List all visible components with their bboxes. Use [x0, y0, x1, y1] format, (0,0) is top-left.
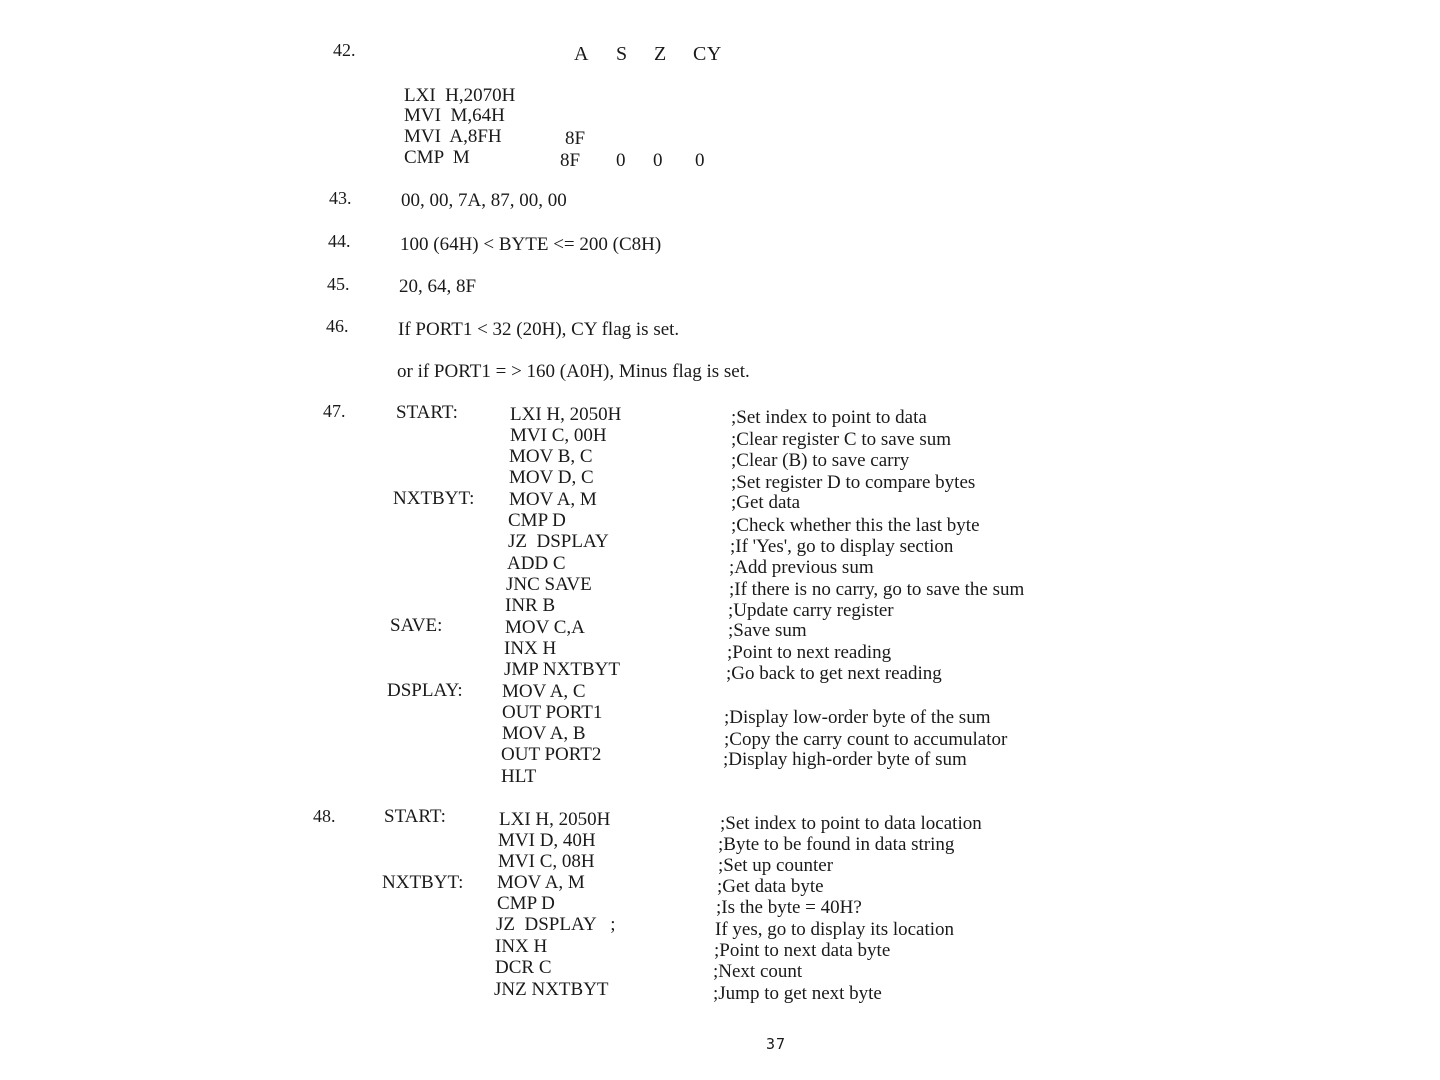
q42-flag-s: 0 [616, 150, 626, 171]
code-comment: If yes, go to display its location [715, 919, 955, 940]
code-instruction: MOV A, B [502, 723, 586, 744]
code-instruction: LXI H, 2050H [510, 404, 622, 425]
question-number: 48. [313, 806, 336, 826]
q42-accumulator: 8F [560, 150, 581, 171]
code-comment: ;Clear register C to save sum [731, 429, 952, 450]
code-comment: ;Display high-order byte of sum [723, 749, 967, 770]
code-instruction: JZ DSPLAY [508, 531, 609, 552]
code-comment: ;Add previous sum [729, 557, 874, 578]
code-instruction: MOV D, C [509, 467, 594, 488]
q46-answer-line1: If PORT1 < 32 (20H), CY flag is set. [398, 319, 680, 340]
code-comment: ;Next count [713, 961, 803, 982]
code-comment: ;If 'Yes', go to display section [730, 536, 954, 557]
page-number: 37 [766, 1035, 787, 1053]
question-number: 47. [323, 401, 346, 421]
code-comment: ;Get data byte [717, 876, 824, 897]
code-instruction: OUT PORT2 [501, 744, 602, 765]
code-instruction: JNZ NXTBYT [494, 979, 609, 1000]
code-instruction: INX H [504, 638, 557, 659]
q42-instruction: MVI A,8FH [404, 126, 502, 147]
code-instruction: JMP NXTBYT [504, 659, 620, 680]
flag-header-z: Z [654, 43, 667, 65]
code-comment: ;Jump to get next byte [713, 983, 882, 1004]
code-comment: ;Get data [731, 492, 801, 513]
code-instruction: DCR C [495, 957, 552, 978]
q43-answer: 00, 00, 7A, 87, 00, 00 [401, 190, 567, 211]
code-comment: ;Go back to get next reading [726, 663, 942, 684]
code-label: NXTBYT: [393, 488, 475, 509]
code-comment: ;Byte to be found in data string [718, 834, 955, 855]
code-comment: ;Set index to point to data location [720, 813, 982, 834]
flag-header-s: S [616, 43, 628, 65]
question-number: 45. [327, 274, 350, 294]
q42-instruction: LXI H,2070H [404, 85, 516, 106]
flag-header-a: A [574, 43, 589, 65]
code-instruction: MOV B, C [509, 446, 593, 467]
code-comment: ;Clear (B) to save carry [731, 450, 910, 471]
code-instruction: INR B [505, 595, 556, 616]
code-instruction: MOV C,A [505, 617, 585, 638]
flag-header-cy: CY [693, 43, 722, 65]
code-comment: ;Check whether this the last byte [731, 515, 980, 536]
code-instruction: MVI D, 40H [498, 830, 596, 851]
code-comment: ;If there is no carry, go to save the sum [729, 579, 1025, 600]
code-label: START: [384, 806, 446, 827]
code-instruction: JNC SAVE [506, 574, 592, 595]
q42-accumulator: 8F [565, 128, 586, 149]
code-comment: ;Set register D to compare bytes [731, 472, 976, 493]
question-number: 43. [329, 188, 352, 208]
code-instruction: CMP D [497, 893, 555, 914]
code-instruction: HLT [501, 766, 537, 787]
code-comment: ;Set up counter [718, 855, 834, 876]
code-instruction: JZ DSPLAY ; [496, 914, 616, 935]
code-comment: ;Set index to point to data [731, 407, 927, 428]
code-label: DSPLAY: [387, 680, 463, 701]
question-number: 42. [333, 40, 356, 60]
code-comment: ;Display low-order byte of the sum [724, 707, 991, 728]
question-number: 46. [326, 316, 349, 336]
code-instruction: MOV A, M [509, 489, 597, 510]
code-instruction: MOV A, M [497, 872, 585, 893]
code-instruction: CMP D [508, 510, 566, 531]
code-comment: ;Point to next data byte [714, 940, 891, 961]
q45-answer: 20, 64, 8F [399, 276, 477, 297]
code-instruction: ADD C [507, 553, 566, 574]
code-comment: ;Save sum [728, 620, 807, 641]
q42-flag-z: 0 [653, 150, 663, 171]
q42-instruction: CMP M [404, 147, 470, 168]
q44-answer: 100 (64H) < BYTE <= 200 (C8H) [400, 234, 662, 255]
q46-answer-line2: or if PORT1 = > 160 (A0H), Minus flag is set. [397, 361, 750, 382]
code-instruction: MOV A, C [502, 681, 586, 702]
code-instruction: MVI C, 08H [498, 851, 595, 872]
code-instruction: MVI C, 00H [510, 425, 607, 446]
code-comment: ;Is the byte = 40H? [716, 897, 862, 918]
code-comment: ;Copy the carry count to accumulator [724, 729, 1008, 750]
question-number: 44. [328, 231, 351, 251]
code-instruction: LXI H, 2050H [499, 809, 611, 830]
code-label: SAVE: [390, 615, 443, 636]
q42-flag-cy: 0 [695, 150, 705, 171]
code-comment: ;Update carry register [728, 600, 894, 621]
code-comment: ;Point to next reading [727, 642, 892, 663]
code-instruction: OUT PORT1 [502, 702, 603, 723]
code-label: START: [396, 402, 458, 423]
q42-instruction: MVI M,64H [404, 105, 505, 126]
code-instruction: INX H [495, 936, 548, 957]
code-label: NXTBYT: [382, 872, 464, 893]
